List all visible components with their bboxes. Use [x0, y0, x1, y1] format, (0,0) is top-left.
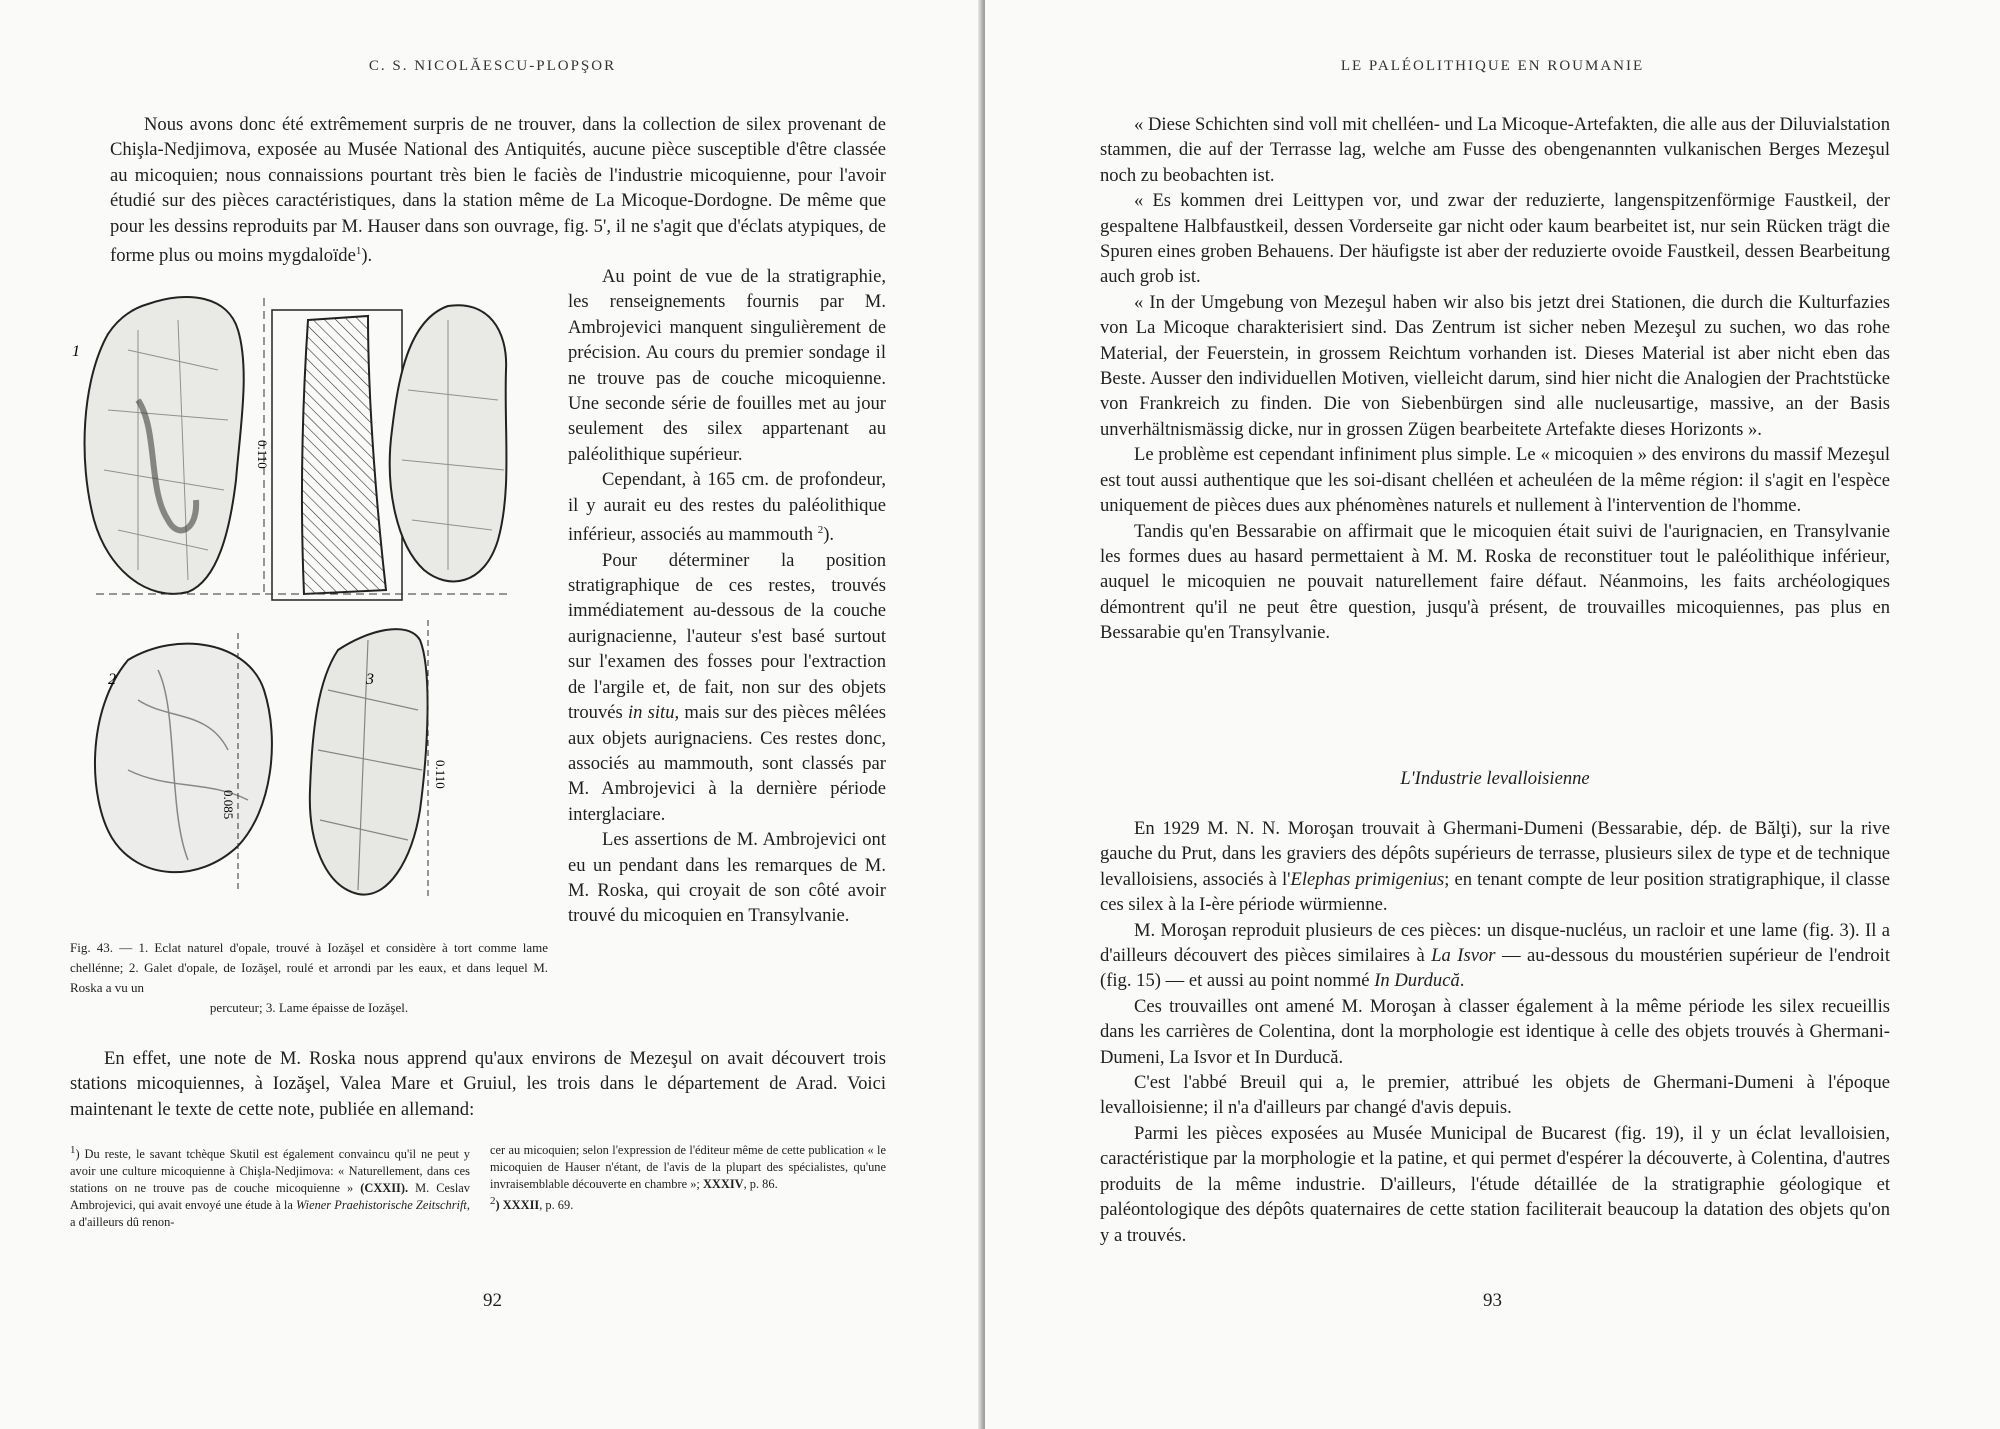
right-page — [985, 0, 2000, 1429]
running-head: C. S. NICOLĂESCU-PLOPŞOR — [368, 58, 617, 74]
commentary-paragraph-2: Tandis qu'en Bessarabie on affirmait que le micoquien était suivi de l'aurignacien, en Transylvanie les formes dues au hasard permettaient à M. M. Roska de reconstituer tout le paléolithique inférieur, auquel le micoquien ne pouvait naturellement faire défaut. Néanmoins, les faits archéologiques démontrent qu'il ne peut être question, jusqu'à présent, de trouvailles micoquiennes, pas plus en Bessarabie qu'en Transylvanie. — [1100, 520, 1890, 644]
page-number: 92 — [483, 1290, 502, 1311]
closing-paragraph: En effet, une note de M. Roska nous apprend qu'aux environs de Mezeşul on avait découvert trois stations micoquiennes, à Iozăşel, Valea Mare et Gruiul, les trois dans le département de Arad. Voici maintenant le texte de cette note, publiée en allemand: — [70, 1048, 886, 1120]
stratigraphy-column — [568, 264, 886, 929]
flint-1-front — [85, 297, 244, 594]
running-head: LE PALÉOLITHIQUE EN ROUMANIE — [1340, 58, 1645, 74]
levallois-paragraph-5: Parmi les pièces exposées au Musée Municipal de Bucarest (fig. 19), il y un éclat levalloisien, caractéristique par la morphologie et la patine, et qui permet d'espérer la découverte, à Colentina, d'autres produits de la même industrie. D'ailleurs, l'étude détaillée de la stratigraphie géologique et paléontologique des dépôts quaternaires de cette station faciliterait beaucoup la datation des objets qu'on y a trouvés. — [1100, 1122, 1890, 1246]
figure-43-drawings — [68, 290, 548, 920]
levallois-paragraph-2: M. Moroşan reproduit plusieurs de ces pièces: un disque-nucléus, un racloir et une lame (fig. 3). Il a d'ailleurs découvert des pièces similaires à La Isvor — au-dessous du moustérien supérieur de l'endroit (fig. 15) — et aussi au point nommé In Durducă. — [1100, 919, 1891, 992]
col-paragraph-1: Au point de vue de la stratigraphie, les renseignements fournis par M. Ambrojevici manquent singulièrement de précision. Au cours du premier sondage il ne trouve pas de couche micoquienne. Une seconde série de fouilles met au jour seulement des silex appartenant au paléolithique supérieur. — [568, 266, 886, 465]
col-paragraph-4: Les assertions de M. Ambrojevici ont eu un pendant dans les remarques de M. M. Roska, qui croyait de son côté avoir trouvé du micoquien en Transylvanie. — [568, 829, 886, 927]
flint-1-back — [390, 305, 507, 581]
dimension-label-1: 0.110 — [255, 440, 270, 469]
quote-paragraph-2: « Es kommen drei Leittypen vor, und zwar der reduzierte, langenspitzenförmige Faustkeil, der gespaltene Halbfaustkeil, dessen Vorderseite gar nicht oder kaum bearbeitet ist, nur sein Rücken trägt die Spuren eines groben Behauens. Der häufigste ist aber der reduzierte ovoide Faustkeil, dessen Bearbeitung auch grob ist. — [1100, 190, 1890, 288]
quote-paragraph-1: « Diese Schichten sind voll mit chelléen- und La Micoque-Artefakten, die alle aus der Diluvialstation stammen, die auf der Terrasse lag, welche am Fusse des obengenannten vulkanischen Berges Mezeşul noch zu beobachten ist. — [1100, 114, 1890, 186]
flint-3-blade — [310, 629, 428, 894]
col-paragraph-3: Pour déterminer la position stratigraphique de ces restes, trouvés immédiatement au-dessous de la couche aurignacienne, l'auteur s'est basé surtout sur l'examen des fosses pour l'extraction de l'argile et, de fait, non sur des objets trouvés in situ, mais sur des pièces mêlées aux objets aurignaciens. Ces restes donc, associés au mammouth, sont classés par M. Ambrojevici à la dernière période interglaciare. — [568, 549, 886, 825]
section-title: L'Industrie levalloisienne — [1400, 768, 1590, 789]
quote-paragraph-3: « In der Umgebung von Mezeşul haben wir also bis jetzt drei Stationen, die durch die Kulturfazies von La Micoque charakterisiert sind. Das Zentrum ist sicher neben Mezeşul zu suchen, wo das rohe Material, der Feuerstein, in grossem Reichtum vorhanden ist. Dieses Material ist aber nicht eben das Beste. Ausser den individuellen Motiven, vielleicht darum, sind hier nicht die Analogien der Prachtstücke von Frankreich zu finden. Die von Siebenbürgen sind alle nucleusartige, massive, an der Basis unverhältnismässig dicke, nur in grossen Zügen bearbeitete Artefakte dieses Horizonts ». — [1100, 291, 1890, 440]
figure-number-2: 2 — [108, 671, 116, 688]
flint-1-section — [272, 310, 402, 600]
levallois-paragraph-4: C'est l'abbé Breuil qui a, le premier, attribué les objets de Ghermani-Dumeni à l'époque levalloisienne; il n'a d'ailleurs par changé d'avis depuis. — [1100, 1072, 1890, 1119]
col-paragraph-2: Cependant, à 165 cm. de profondeur, il y aurait eu des restes du paléolithique inférieur, associés au mammouth $^2$). — [568, 469, 886, 546]
figure-number-3: 3 — [366, 671, 374, 688]
pebble-2 — [95, 644, 272, 873]
footnote-2: $^2$) XXXII, p. 69. — [490, 1195, 574, 1213]
left-page — [0, 0, 985, 1429]
levallois-paragraph-1: En 1929 M. N. N. Moroşan trouvait à Ghermani-Dumeni (Bessarabie, dép. de Bălţi), sur la rive gauche du Prut, dans les graviers des dépôts supérieurs de terrasse, plusieurs silex de type et de technique levalloisiens, associés à l'Elephas primigenius; en tenant compte de leur position stratigraphique, il classe ces silex à la I-ère période würmienne. — [1100, 818, 1890, 916]
german-quotation — [1100, 112, 1890, 646]
dimension-label-3: 0.110 — [433, 760, 448, 789]
footnote-1: $^1$) Du reste, le savant tchèque Skutil est également convaincu qu'il ne peut y avoir une culture micoquienne à Chişla-Nedjimova: « Naturellement, dans ces stations on ne trouve pas de couche micoquienne » (CXXII). M. Ceslav Ambrojevici, qui avait envoyé une étude à la Wiener Praehistorische Zeitschrift, a d'ailleurs dû renon- — [70, 1144, 470, 1230]
commentary-paragraph-1: Le problème est cependant infiniment plus simple. Le « micoquien » des environs du massif Mezeşul est tout aussi authentique que les soi-disant chelléen et acheuléen de la même région: il s'agit en l'espèce uniquement de pièces dues aux phénomènes naturels et nullement à l'intervention de l'homme. — [1100, 444, 1890, 517]
figure-caption: Fig. 43. — 1. Eclat naturel d'opale, trouvé à Iozăşel et considère à tort comme lame chellénne; 2. Galet d'opale, de Iozăşel, roulé et arrondi par les eaux, et dans lequel M. Roska a vu un percuteur; 3. Lame épaisse de Iozăşel. — [70, 940, 548, 1015]
dimension-label-2: 0.085 — [221, 790, 236, 820]
page-number: 93 — [1483, 1290, 1502, 1311]
intro-paragraph: Nous avons donc été extrêmement surpris de ne trouver, dans la collection de silex provenant de Chişla-Nedjimova, exposée au Musée National des Antiquités, aucune pièce susceptible d'être classée au micoquien; nous connaissions pourtant très bien le faciès de l'industrie micoquienne, pour l'avoir étudié sur des pièces caractéristiques, dans la station même de La Micoque-Dordogne. De même que pour les dessins reproduits par M. Hauser dans son ouvrage, fig. 5', il ne s'agit que d'éclats atypiques, de forme plus ou moins mygdaloïde$^1$). — [110, 114, 886, 267]
levallois-paragraph-3: Ces trouvailles ont amené M. Moroşan à classer également à la même période les silex recueillis dans les carrières de Colentina, dont la morphologie est identique à celle des objets trouvés à Ghermani-Dumeni, La Isvor et In Durducă. — [1100, 995, 1890, 1068]
footnote-1-continued: cer au micoquien; selon l'expression de l'éditeur même de cette publication « le micoquien de Hauser n'étant, de l'avis de la plupart des spécialistes, qu'une invraisemblable découverte en chambre »; XXXIV, p. 86. $^2$) XXXII, p. 69. — [490, 1143, 886, 1213]
levallois-section — [1100, 816, 1890, 1248]
figure-number-1: 1 — [72, 343, 80, 360]
